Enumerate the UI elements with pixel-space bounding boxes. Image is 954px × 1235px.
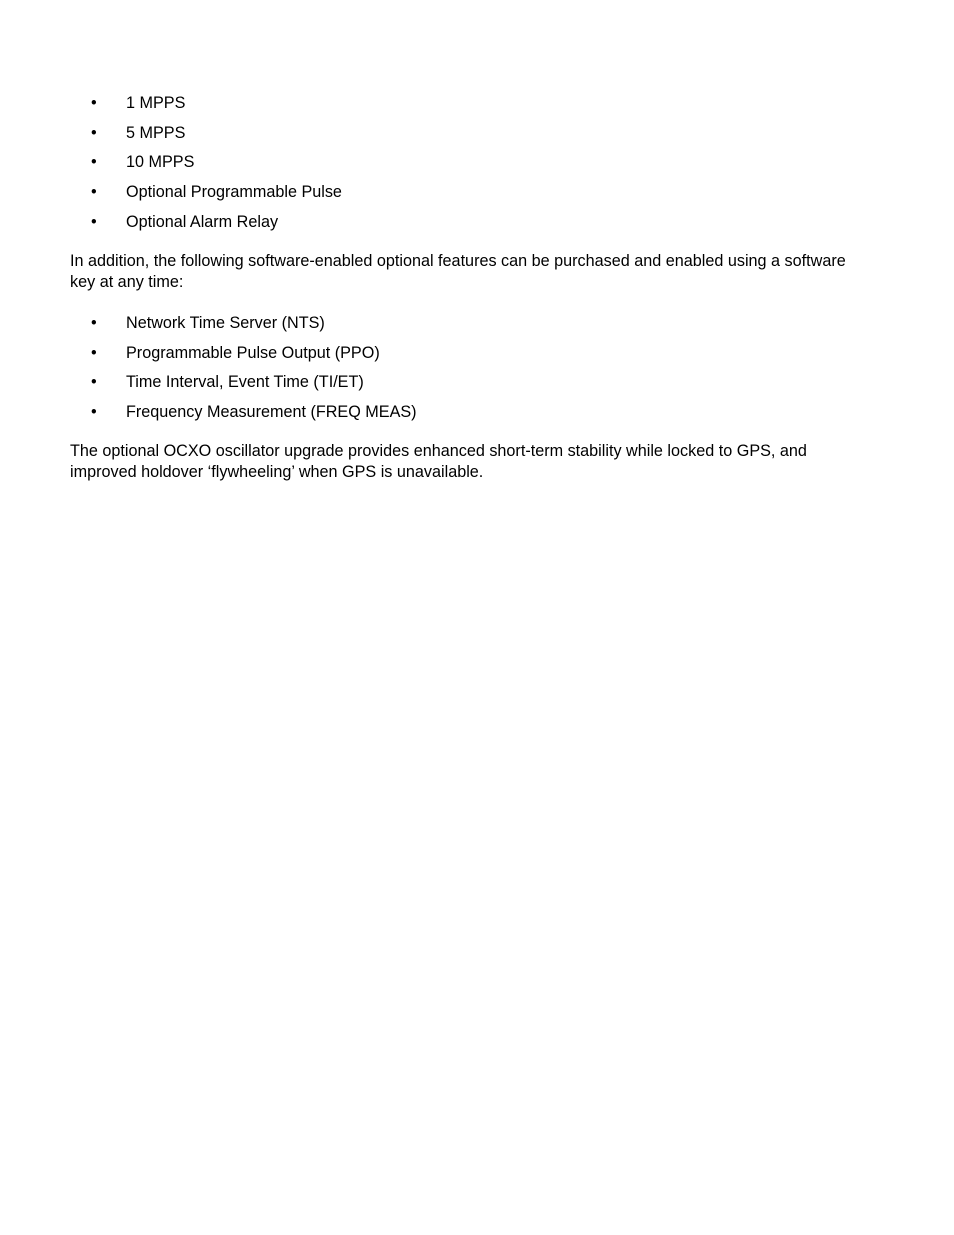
software-options-intro-paragraph: In addition, the following software-enabled optional features can be purchased and enabled using a software key at any time: bbox=[70, 252, 846, 291]
bullet-icon: • bbox=[91, 212, 97, 231]
bullet-icon: • bbox=[91, 123, 97, 142]
list-item-text: Frequency Measurement (FREQ MEAS) bbox=[126, 403, 417, 422]
bullet-icon: • bbox=[91, 183, 97, 202]
list-item-text: 1 MPPS bbox=[126, 94, 186, 112]
bullet-icon: • bbox=[91, 373, 97, 392]
list-item-text: Time Interval, Event Time (TI/ET) bbox=[126, 373, 364, 392]
bullet-icon: • bbox=[91, 94, 97, 112]
bullet-icon: • bbox=[91, 314, 97, 332]
list-item-text: 5 MPPS bbox=[126, 123, 186, 142]
list-item-text: Optional Programmable Pulse bbox=[126, 183, 342, 202]
list-item-text: 10 MPPS bbox=[126, 153, 195, 172]
bullet-icon: • bbox=[91, 403, 97, 422]
ocxo-upgrade-paragraph: The optional OCXO oscillator upgrade provides enhanced short-term stability while locked to GPS, and improved holdover ‘flywheeling’ when GPS is unavailable. bbox=[70, 442, 807, 481]
list-item-text: Programmable Pulse Output (PPO) bbox=[126, 343, 380, 362]
bullet-icon: • bbox=[91, 343, 97, 362]
bullet-icon: • bbox=[91, 153, 97, 172]
list-item-text: Network Time Server (NTS) bbox=[126, 314, 325, 332]
list-item-text: Optional Alarm Relay bbox=[126, 212, 279, 231]
